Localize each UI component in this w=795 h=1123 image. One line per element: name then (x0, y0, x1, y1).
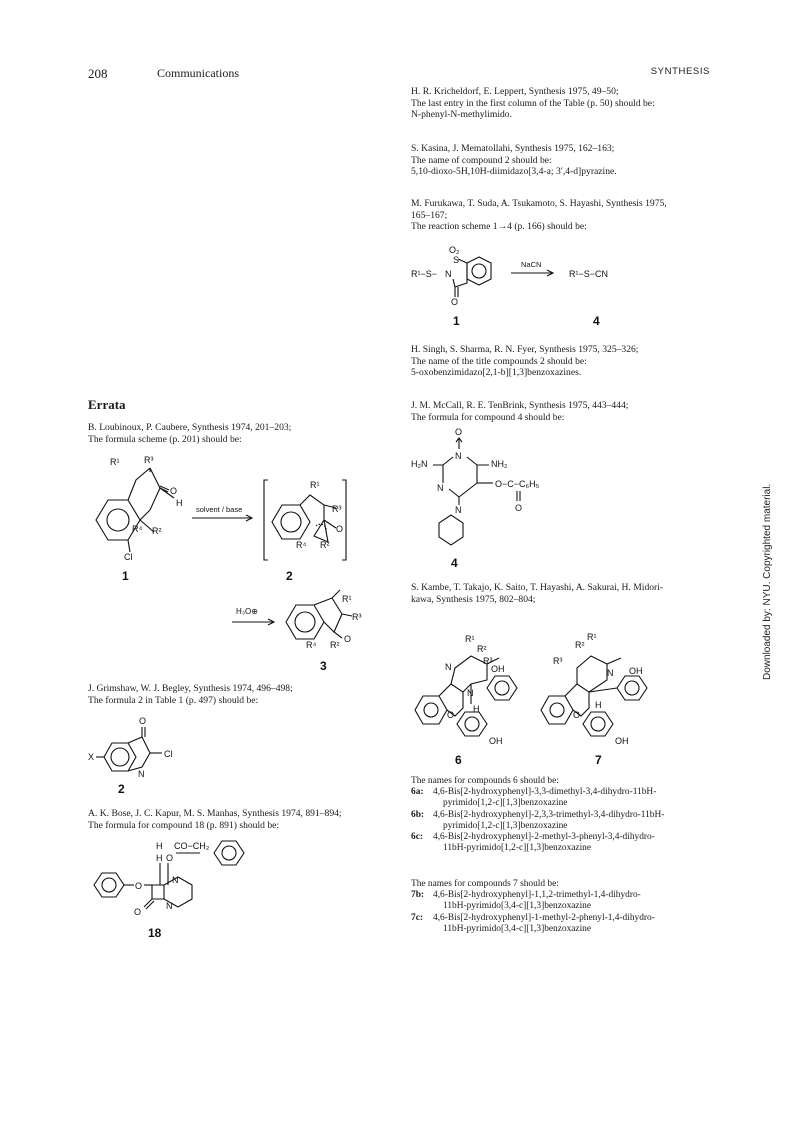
svg-text:O: O (170, 486, 178, 496)
scheme-loubinoux (88, 450, 388, 680)
structure-grimshaw-2 (88, 715, 208, 795)
svg-text:1: 1 (453, 314, 460, 328)
errata-heading: Errata (88, 397, 126, 412)
svg-text:R⁴: R⁴ (306, 640, 317, 650)
erratum-kambe: S. Kambe, T. Takajo, K. Saito, T. Hayashi, A. Sakurai, H. Midori- kawa, Synthesis 1975, 802–804; (411, 582, 664, 605)
svg-text:R¹−S−: R¹−S− (411, 269, 438, 279)
svg-text:H: H (156, 853, 163, 863)
svg-text:OH: OH (629, 666, 643, 676)
svg-text:R²: R² (575, 640, 585, 650)
erratum-kricheldorf: H. R. Kricheldorf, E. Leppert, Synthesis 1975, 49–50; The last entry in the first column of the Table (p. 50) should be: N-phenyl-N-methylimido. (411, 86, 655, 121)
svg-text:1: 1 (122, 569, 129, 583)
citation: J. Grimshaw, W. J. Begley, Synthesis 1974, 496–498; (88, 683, 293, 694)
download-notice: Downloaded by: NYU. Copyrighted material. (762, 483, 773, 680)
svg-text:OH: OH (615, 736, 629, 746)
svg-text:R²: R² (477, 644, 487, 654)
name-entry: 7b: 4,6-Bis[2-hydroxyphenyl]-1,1,2-trimethyl-1,4-dihydro- 11bH-pyrimido[3,4-c][1,3]benzoxazine (411, 890, 641, 912)
svg-text:R³: R³ (352, 612, 362, 622)
svg-text:H₂N: H₂N (411, 459, 428, 469)
svg-text:R¹: R¹ (342, 594, 352, 604)
svg-text:4: 4 (451, 556, 458, 570)
svg-text:H₃O⊕: H₃O⊕ (236, 607, 258, 616)
svg-text:O: O (515, 503, 523, 513)
svg-text:R¹: R¹ (587, 632, 597, 642)
compound-7-names (411, 879, 711, 935)
svg-text:7: 7 (595, 753, 602, 767)
svg-text:H: H (473, 704, 480, 714)
svg-text:2: 2 (286, 569, 293, 583)
svg-text:N: N (445, 269, 452, 279)
svg-text:O: O (135, 881, 143, 891)
svg-text:N: N (166, 901, 173, 911)
names-intro: The names for compounds 6 should be: (411, 776, 559, 786)
structure-bose-18 (88, 835, 278, 955)
name-entry: 7c: 4,6-Bis[2-hydroxyphenyl]-1-methyl-2-phenyl-1,4-dihydro- 11bH-pyrimido[3,4-c][1,3]benzoxazine (411, 912, 655, 934)
svg-text:R¹−S−CN: R¹−S−CN (569, 269, 609, 279)
svg-text:O: O (573, 710, 581, 720)
svg-text:R³: R³ (483, 656, 493, 666)
svg-text:N: N (455, 505, 462, 515)
citation: B. Loubinoux, P. Caubere, Synthesis 1974, 201–203; (88, 422, 292, 433)
svg-text:O: O (134, 907, 142, 917)
erratum-text: The formula 2 in Table 1 (p. 497) should be: (88, 694, 259, 706)
names-intro: The names for compounds 7 should be: (411, 879, 559, 889)
svg-text:6: 6 (455, 753, 462, 767)
erratum-singh: H. Singh, S. Sharma, R. N. Fyer, Synthesis 1975, 325–326; The name of the title compounds 2 should be: 5-oxobenzimidazo[2,1-b][1,3]benzoxazines. (411, 344, 639, 379)
svg-text:solvent / base: solvent / base (196, 505, 243, 514)
svg-text:R³: R³ (144, 455, 154, 465)
svg-text:18: 18 (148, 926, 162, 940)
svg-text:H: H (156, 841, 163, 851)
erratum-text: The formula scheme (p. 201) should be: (88, 433, 242, 445)
svg-text:O: O (166, 853, 174, 863)
svg-text:2: 2 (118, 782, 125, 796)
compound-6-names (411, 776, 711, 854)
erratum-grimshaw (88, 683, 293, 706)
erratum-bose (88, 808, 342, 831)
svg-text:O−C−C₆H₅: O−C−C₆H₅ (495, 479, 540, 489)
structures-kambe (411, 612, 711, 767)
name-entry: 6a: 4,6-Bis[2-hydroxyphenyl]-3,3-dimethyl-3,4-dihydro-11bH- pyrimido[1,2-c][1,3]benzoxazine (411, 787, 657, 809)
svg-text:O: O (139, 716, 147, 726)
svg-text:R¹: R¹ (110, 457, 120, 467)
svg-text:R¹: R¹ (310, 480, 320, 490)
svg-text:4: 4 (593, 314, 600, 328)
name-entry: 6c: 4,6-Bis[2-hydroxyphenyl]-2-methyl-3-phenyl-3,4-dihydro- 11bH-pyrimido[1,2-c][1,3]benzoxazine (411, 832, 655, 854)
svg-text:N: N (607, 668, 614, 678)
svg-text:N: N (172, 875, 179, 885)
svg-text:O: O (455, 427, 463, 437)
svg-text:O: O (451, 297, 459, 307)
svg-text:N: N (455, 451, 462, 461)
erratum-mccall: J. M. McCall, R. E. TenBrink, Synthesis 1975, 443–444; The formula for compound 4 should be: (411, 400, 629, 423)
svg-text:R⁴: R⁴ (132, 524, 143, 534)
svg-text:S: S (453, 255, 460, 265)
svg-text:CO−CH₂: CO−CH₂ (174, 841, 210, 851)
svg-text:R²: R² (330, 640, 340, 650)
erratum-text: The formula for compound 18 (p. 891) should be: (88, 819, 280, 831)
svg-text:Cl: Cl (124, 552, 133, 562)
svg-text:OH: OH (489, 736, 503, 746)
section-title: Communications (157, 66, 239, 80)
svg-text:Cl: Cl (164, 749, 173, 759)
svg-text:3: 3 (320, 659, 327, 673)
svg-text:NH₂: NH₂ (491, 459, 508, 469)
name-entry: 6b: 4,6-Bis[2-hydroxyphenyl]-2,3,3-trimethyl-3,4-dihydro-11bH- pyrimido[1,2-c][1,3]benzoxazine (411, 809, 665, 831)
svg-text:O: O (344, 634, 352, 644)
svg-text:O: O (336, 524, 344, 534)
page-number: 208 (88, 66, 108, 81)
journal-name: SYNTHESIS (650, 66, 710, 77)
svg-text:NaCN: NaCN (521, 260, 542, 269)
svg-text:N: N (138, 769, 145, 779)
svg-text:OH: OH (491, 664, 505, 674)
erratum-kasina: S. Kasina, J. Mematollahi, Synthesis 1975, 162–163; The name of compound 2 should be: 5,10-dioxo-5H,10H-diimidazo[3,4-a; 3′,4-d]pyrazine. (411, 143, 617, 178)
svg-text:H: H (595, 700, 602, 710)
svg-text:N: N (437, 483, 444, 493)
scheme-furukawa (411, 245, 711, 330)
svg-text:H: H (176, 498, 183, 508)
svg-text:R¹: R¹ (465, 634, 475, 644)
svg-text:N: N (445, 662, 452, 672)
svg-text:R³: R³ (332, 504, 342, 514)
erratum-loubinoux (88, 422, 291, 445)
svg-text:X: X (88, 752, 95, 762)
svg-text:R²: R² (152, 526, 162, 536)
svg-text:R²: R² (320, 540, 330, 550)
citation: A. K. Bose, J. C. Kapur, M. S. Manhas, Synthesis 1974, 891–894; (88, 808, 342, 819)
svg-text:O₂: O₂ (449, 245, 460, 255)
erratum-furukawa: M. Furukawa, T. Suda, A. Tsukamoto, S. Hayashi, Synthesis 1975, 165–167; The reaction scheme 1→4 (p. 166) should be: (411, 198, 667, 233)
structure-mccall-4 (411, 425, 611, 570)
svg-text:N: N (467, 688, 474, 698)
compound-1-structure (96, 468, 174, 552)
svg-text:R⁴: R⁴ (296, 540, 307, 550)
svg-text:O: O (447, 710, 455, 720)
svg-text:R³: R³ (553, 656, 563, 666)
